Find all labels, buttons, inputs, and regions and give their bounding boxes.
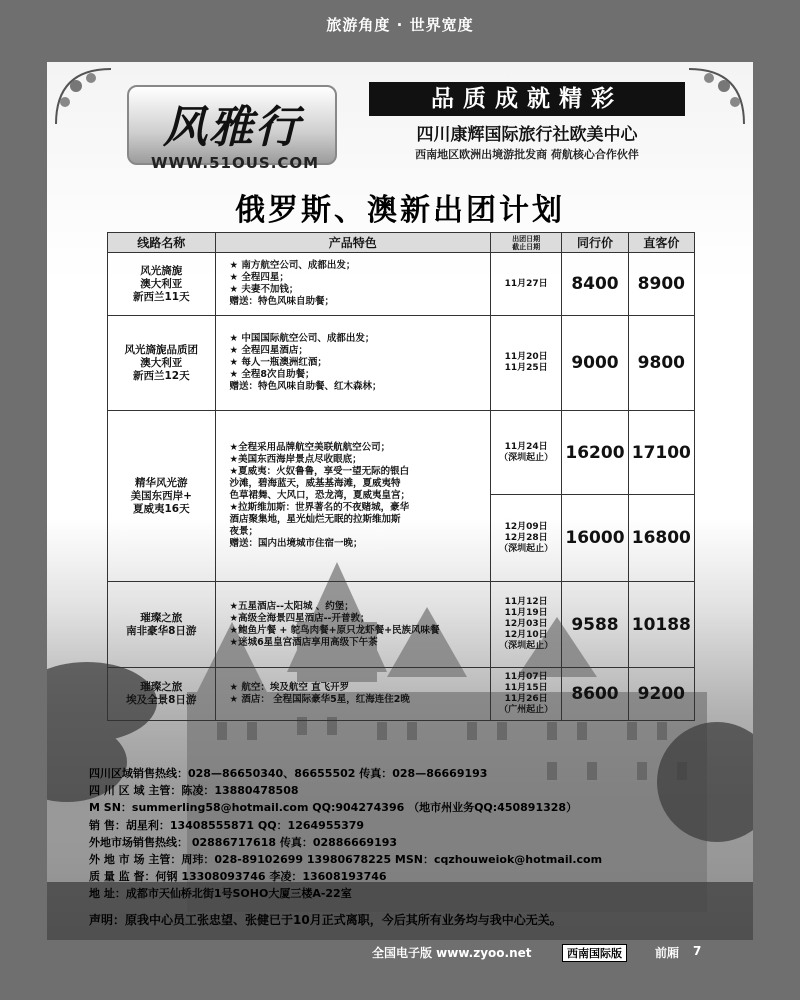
page-footer: [0, 944, 800, 964]
plan-headline: 俄罗斯、澳新出团计划: [235, 193, 565, 228]
contact-line: 四 川 区 域 主管：陈凌：13880478508: [89, 784, 299, 798]
contact-line: 地 址：成都市天仙桥北街1号SOHO大厦三楼A-22室: [89, 887, 352, 901]
floral-corner-ornament-left: [51, 64, 121, 134]
route-features: ★ 中国国际航空公司、成都出发； ★ 全程四星酒店； ★ 每人一瓶澳洲红酒； ★ 全程8次自助餐； 赠送：特色风味自助餐、红木森林；: [215, 316, 490, 411]
route-name: 璀璨之旅 南非豪华8日游: [108, 582, 216, 668]
departure-dates: 11月07日 11月15日 11月26日 （广州起止）: [490, 668, 561, 721]
contact-info: [89, 765, 749, 903]
route-features: ★ 航空：埃及航空 直飞开罗 ★ 酒店： 全程国际豪华5星，红海连住2晚: [215, 668, 490, 721]
retail-price: 9200: [628, 668, 694, 721]
retail-price: 8900: [628, 253, 694, 316]
table-row: [108, 316, 695, 411]
departure-dates: 11月20日 11月25日: [490, 316, 561, 411]
route-name: 风光旖旎品质团 澳大利亚 新西兰12天: [108, 316, 216, 411]
contact-line: M SN：summerling58@hotmail.com QQ:904274396 （地市州业务QQ:450891328）: [89, 801, 578, 815]
departure-dates: 12月09日 12月28日 （深圳起止）: [490, 495, 561, 582]
floral-corner-ornament-right: [679, 64, 749, 134]
header-peer-price: 同行价: [562, 233, 628, 253]
table-row: [108, 253, 695, 316]
departure-dates: 11月12日 11月19日 12月03日 12月10日 （深圳起止）: [490, 582, 561, 668]
retail-price: 10188: [628, 582, 694, 668]
brand-url: WWW.51OUS.COM: [151, 154, 320, 172]
retail-price: 16800: [628, 495, 694, 582]
brand-logo-text: 风雅行: [163, 102, 301, 153]
peer-price: 8400: [562, 253, 628, 316]
header-dates: 出团日期 截止日期: [490, 233, 561, 253]
table-row: [108, 411, 695, 495]
header-features: 产品特色: [215, 233, 490, 253]
company-name: 四川康辉国际旅行社欧美中心: [416, 125, 638, 145]
quality-slogan: 品质成就精彩: [369, 82, 685, 116]
top-slogan: 旅游角度 · 世界宽度: [326, 16, 474, 34]
footer-edition-badge: 西南国际版: [562, 944, 627, 962]
contact-line: 外地市场销售热线： 02886717618 传真：02886669193: [89, 835, 398, 849]
brand-logo: [127, 85, 337, 165]
footer-section: 前厢: [655, 946, 680, 960]
peer-price: 8600: [562, 668, 628, 721]
route-features: ★全程采用品牌航空美联航航空公司； ★美国东西海岸景点尽收眼底； ★夏威夷：火奴鲁鲁，享受一望无际的银白 沙滩，碧海蓝天，威基基海滩，夏威夷特 色草裙舞、大风口，恐龙湾，夏威夷皇宫； ★拉斯维加斯：世界著名的不夜赌城，豪华 酒店聚集地，星光灿烂无眠的拉斯维加斯 夜景； 赠送：国内出境城市住宿一晚；: [215, 411, 490, 582]
peer-price: 16000: [562, 495, 628, 582]
retail-price: 17100: [628, 411, 694, 495]
table-header-row: [108, 233, 695, 253]
ad-panel: [47, 62, 753, 940]
route-features: ★五星酒店--太阳城 、约堡； ★高级全海景四星酒店--开普敦； ★鲍鱼片餐 + 鸵鸟肉餐+原只龙虾餐+民族风味餐 ★迷城6星皇宫酒店享用高级下午茶: [215, 582, 490, 668]
peer-price: 16200: [562, 411, 628, 495]
peer-price: 9000: [562, 316, 628, 411]
departure-dates: 11月27日: [490, 253, 561, 316]
retail-price: 9800: [628, 316, 694, 411]
statement-notice: 声明：原我中心员工张忠望、张健已于10月正式离职，今后其所有业务均与我中心无关。: [89, 913, 562, 927]
company-subtitle: 西南地区欧洲出境游批发商 荷航核心合作伙伴: [415, 148, 639, 161]
route-name: 精华风光游 美国东西岸+ 夏威夷16天: [108, 411, 216, 582]
route-name: 璀璨之旅 埃及全景8日游: [108, 668, 216, 721]
page-number: 7: [693, 944, 702, 958]
header-route: 线路名称: [108, 233, 216, 253]
footer-edition: 全国电子版 www.zyoo.net: [372, 946, 532, 960]
peer-price: 9588: [562, 582, 628, 668]
contact-line: 外 地 市 场 主管：周玮：028-89102699 13980678225 MSN：cqzhouweiok@hotmail.com: [89, 852, 603, 866]
table-row: [108, 668, 695, 721]
route-name: 风光旖旎 澳大利亚 新西兰11天: [108, 253, 216, 316]
route-features: ★ 南方航空公司、成都出发； ★ 全程四星； ★ 夫妻不加钱； 赠送：特色风味自助餐；: [215, 253, 490, 316]
table-row: [108, 582, 695, 668]
tour-plan-table: [107, 232, 695, 721]
contact-line: 销 售：胡星利：13408555871 QQ：1264955379: [89, 818, 365, 832]
departure-dates: 11月24日 （深圳起止）: [490, 411, 561, 495]
header-retail-price: 直客价: [628, 233, 694, 253]
contact-line: 四川区域销售热线：028—86650340、86655502 传真：028—86669193: [89, 767, 488, 780]
contact-line: 质 量 监 督：何钢 13308093746 李凌：13608193746: [89, 870, 387, 884]
